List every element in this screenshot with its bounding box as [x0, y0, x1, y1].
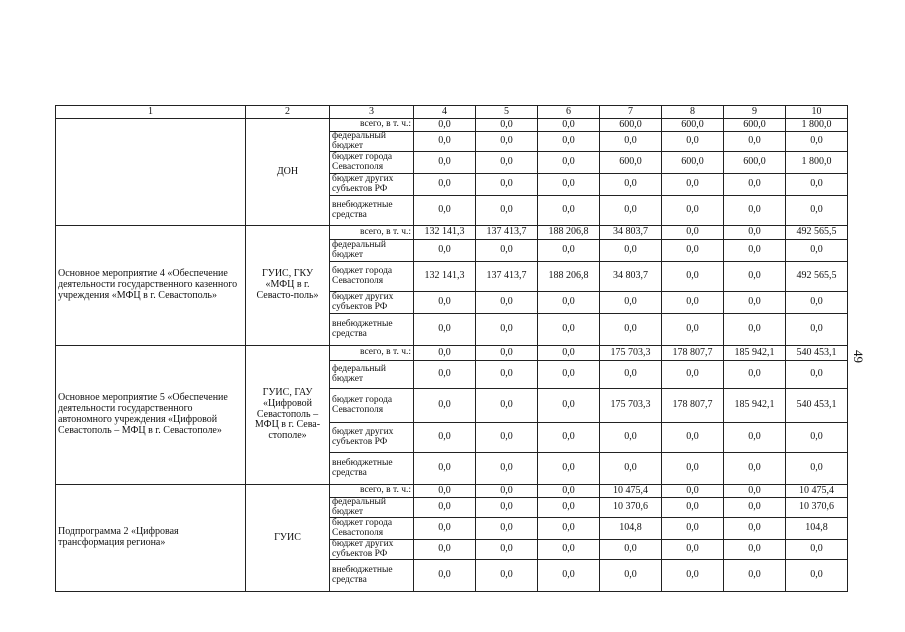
value-cell-col-6: 0,0 [538, 292, 600, 314]
table-row [56, 119, 848, 132]
value-cell-col-6: 0,0 [538, 132, 600, 152]
value-cell-col-4: 0,0 [414, 240, 476, 262]
funding-source-cell: бюджет города Севастополя [330, 518, 414, 540]
value-cell-col-4: 0,0 [414, 498, 476, 518]
value-cell-col-5: 0,0 [476, 453, 538, 485]
value-cell-col-4: 0,0 [414, 292, 476, 314]
value-cell-col-10: 492 565,5 [786, 226, 848, 240]
value-cell-col-7: 10 370,6 [600, 498, 662, 518]
funding-source-cell: внебюджетные средства [330, 453, 414, 485]
value-cell-col-7: 34 803,7 [600, 226, 662, 240]
value-cell-col-8: 600,0 [662, 119, 724, 132]
value-cell-col-7: 600,0 [600, 152, 662, 174]
value-cell-col-5: 0,0 [476, 498, 538, 518]
value-cell-col-8: 0,0 [662, 518, 724, 540]
value-cell-col-10: 10 370,6 [786, 498, 848, 518]
value-cell-col-10: 0,0 [786, 132, 848, 152]
value-cell-col-10: 10 475,4 [786, 485, 848, 498]
value-cell-col-6: 0,0 [538, 314, 600, 346]
value-cell-col-7: 104,8 [600, 518, 662, 540]
value-cell-col-9: 600,0 [724, 119, 786, 132]
value-cell-col-5: 137 413,7 [476, 226, 538, 240]
column-header-10: 10 [786, 106, 848, 119]
value-cell-col-6: 0,0 [538, 560, 600, 592]
value-cell-col-6: 0,0 [538, 540, 600, 560]
table-row [56, 485, 848, 498]
value-cell-col-4: 0,0 [414, 389, 476, 423]
funding-source-cell: бюджет других субъектов РФ [330, 174, 414, 196]
budget-table [55, 105, 848, 592]
value-cell-col-4: 0,0 [414, 361, 476, 389]
value-cell-col-7: 175 703,3 [600, 346, 662, 361]
value-cell-col-8: 0,0 [662, 453, 724, 485]
value-cell-col-4: 0,0 [414, 314, 476, 346]
value-cell-col-5: 0,0 [476, 361, 538, 389]
value-cell-col-10: 0,0 [786, 314, 848, 346]
value-cell-col-5: 0,0 [476, 119, 538, 132]
value-cell-col-5: 0,0 [476, 560, 538, 592]
value-cell-col-4: 132 141,3 [414, 226, 476, 240]
value-cell-col-8: 178 807,7 [662, 389, 724, 423]
value-cell-col-4: 0,0 [414, 540, 476, 560]
value-cell-col-10: 0,0 [786, 240, 848, 262]
value-cell-col-7: 10 475,4 [600, 485, 662, 498]
value-cell-col-5: 0,0 [476, 174, 538, 196]
table-header [56, 106, 848, 119]
value-cell-col-9: 185 942,1 [724, 346, 786, 361]
value-cell-col-8: 0,0 [662, 498, 724, 518]
funding-source-cell: бюджет других субъектов РФ [330, 292, 414, 314]
funding-source-cell: федеральный бюджет [330, 132, 414, 152]
value-cell-col-8: 0,0 [662, 292, 724, 314]
page-number: 49 [851, 350, 866, 363]
value-cell-col-7: 600,0 [600, 119, 662, 132]
value-cell-col-5: 0,0 [476, 314, 538, 346]
value-cell-col-9: 0,0 [724, 423, 786, 453]
column-header-3: 3 [330, 106, 414, 119]
value-cell-col-9: 0,0 [724, 361, 786, 389]
value-cell-col-4: 132 141,3 [414, 262, 476, 292]
value-cell-col-7: 0,0 [600, 292, 662, 314]
event-name-cell: Основное мероприятие 4 «Обеспечение деятельности государственного казенного учреждения «МФЦ в г. Севастополь» [56, 226, 246, 346]
value-cell-col-8: 0,0 [662, 262, 724, 292]
value-cell-col-6: 0,0 [538, 453, 600, 485]
value-cell-col-10: 0,0 [786, 560, 848, 592]
value-cell-col-9: 0,0 [724, 518, 786, 540]
executor-cell: ГУИС, ГАУ «Цифровой Севастополь – МФЦ в г. Сева-стополе» [246, 346, 330, 485]
value-cell-col-5: 0,0 [476, 152, 538, 174]
value-cell-col-6: 0,0 [538, 346, 600, 361]
value-cell-col-10: 540 453,1 [786, 389, 848, 423]
value-cell-col-9: 0,0 [724, 453, 786, 485]
value-cell-col-7: 0,0 [600, 240, 662, 262]
value-cell-col-10: 0,0 [786, 540, 848, 560]
event-name-cell: Подпрограмма 2 «Цифровая трансформация региона» [56, 485, 246, 592]
value-cell-col-9: 0,0 [724, 240, 786, 262]
value-cell-col-10: 540 453,1 [786, 346, 848, 361]
value-cell-col-4: 0,0 [414, 560, 476, 592]
value-cell-col-6: 188 206,8 [538, 262, 600, 292]
value-cell-col-8: 0,0 [662, 423, 724, 453]
value-cell-col-6: 0,0 [538, 498, 600, 518]
value-cell-col-9: 0,0 [724, 292, 786, 314]
value-cell-col-5: 0,0 [476, 485, 538, 498]
value-cell-col-4: 0,0 [414, 423, 476, 453]
column-header-9: 9 [724, 106, 786, 119]
value-cell-col-6: 188 206,8 [538, 226, 600, 240]
value-cell-col-7: 0,0 [600, 453, 662, 485]
executor-cell: ДОН [246, 119, 330, 226]
value-cell-col-10: 0,0 [786, 174, 848, 196]
funding-source-cell: бюджет других субъектов РФ [330, 423, 414, 453]
value-cell-col-10: 0,0 [786, 196, 848, 226]
value-cell-col-6: 0,0 [538, 152, 600, 174]
value-cell-col-4: 0,0 [414, 485, 476, 498]
value-cell-col-6: 0,0 [538, 174, 600, 196]
value-cell-col-10: 0,0 [786, 423, 848, 453]
value-cell-col-6: 0,0 [538, 119, 600, 132]
value-cell-col-4: 0,0 [414, 196, 476, 226]
event-name-cell: Основное мероприятие 5 «Обеспечение деятельности государственного автономного учреждения «Цифровой Севастополь – МФЦ в г. Севастополе» [56, 346, 246, 485]
value-cell-col-9: 0,0 [724, 560, 786, 592]
value-cell-col-7: 0,0 [600, 314, 662, 346]
funding-source-cell: федеральный бюджет [330, 498, 414, 518]
table-row [56, 226, 848, 240]
value-cell-col-8: 0,0 [662, 560, 724, 592]
value-cell-col-7: 0,0 [600, 196, 662, 226]
value-cell-col-5: 0,0 [476, 518, 538, 540]
value-cell-col-6: 0,0 [538, 389, 600, 423]
value-cell-col-9: 0,0 [724, 314, 786, 346]
value-cell-col-8: 0,0 [662, 174, 724, 196]
value-cell-col-6: 0,0 [538, 485, 600, 498]
value-cell-col-9: 0,0 [724, 540, 786, 560]
value-cell-col-6: 0,0 [538, 196, 600, 226]
value-cell-col-8: 0,0 [662, 361, 724, 389]
executor-cell: ГУИС [246, 485, 330, 592]
funding-source-cell: всего, в т. ч.: [330, 119, 414, 132]
value-cell-col-4: 0,0 [414, 132, 476, 152]
value-cell-col-7: 175 703,3 [600, 389, 662, 423]
funding-source-cell: всего, в т. ч.: [330, 226, 414, 240]
value-cell-col-10: 0,0 [786, 453, 848, 485]
value-cell-col-6: 0,0 [538, 518, 600, 540]
value-cell-col-8: 178 807,7 [662, 346, 724, 361]
value-cell-col-5: 0,0 [476, 346, 538, 361]
funding-source-cell: внебюджетные средства [330, 196, 414, 226]
column-header-7: 7 [600, 106, 662, 119]
value-cell-col-4: 0,0 [414, 119, 476, 132]
value-cell-col-8: 0,0 [662, 226, 724, 240]
funding-source-cell: бюджет города Севастополя [330, 152, 414, 174]
value-cell-col-8: 0,0 [662, 540, 724, 560]
value-cell-col-9: 0,0 [724, 262, 786, 292]
value-cell-col-4: 0,0 [414, 518, 476, 540]
value-cell-col-9: 185 942,1 [724, 389, 786, 423]
value-cell-col-9: 0,0 [724, 485, 786, 498]
value-cell-col-5: 0,0 [476, 540, 538, 560]
value-cell-col-10: 104,8 [786, 518, 848, 540]
funding-source-cell: бюджет города Севастополя [330, 389, 414, 423]
funding-source-cell: всего, в т. ч.: [330, 485, 414, 498]
value-cell-col-10: 492 565,5 [786, 262, 848, 292]
table-row [56, 346, 848, 361]
value-cell-col-10: 0,0 [786, 361, 848, 389]
value-cell-col-4: 0,0 [414, 346, 476, 361]
value-cell-col-9: 0,0 [724, 498, 786, 518]
value-cell-col-7: 34 803,7 [600, 262, 662, 292]
value-cell-col-10: 0,0 [786, 292, 848, 314]
value-cell-col-9: 600,0 [724, 152, 786, 174]
column-header-1: 1 [56, 106, 246, 119]
value-cell-col-7: 0,0 [600, 423, 662, 453]
funding-source-cell: бюджет города Севастополя [330, 262, 414, 292]
value-cell-col-6: 0,0 [538, 361, 600, 389]
value-cell-col-5: 0,0 [476, 292, 538, 314]
value-cell-col-8: 600,0 [662, 152, 724, 174]
value-cell-col-10: 1 800,0 [786, 119, 848, 132]
value-cell-col-4: 0,0 [414, 453, 476, 485]
executor-cell: ГУИС, ГКУ «МФЦ в г. Севасто-поль» [246, 226, 330, 346]
value-cell-col-5: 0,0 [476, 240, 538, 262]
value-cell-col-7: 0,0 [600, 132, 662, 152]
value-cell-col-4: 0,0 [414, 174, 476, 196]
value-cell-col-8: 0,0 [662, 132, 724, 152]
value-cell-col-9: 0,0 [724, 132, 786, 152]
value-cell-col-7: 0,0 [600, 560, 662, 592]
value-cell-col-10: 1 800,0 [786, 152, 848, 174]
value-cell-col-6: 0,0 [538, 240, 600, 262]
value-cell-col-9: 0,0 [724, 174, 786, 196]
value-cell-col-5: 0,0 [476, 423, 538, 453]
funding-source-cell: всего, в т. ч.: [330, 346, 414, 361]
value-cell-col-6: 0,0 [538, 423, 600, 453]
value-cell-col-9: 0,0 [724, 196, 786, 226]
column-header-8: 8 [662, 106, 724, 119]
table-body [56, 119, 848, 592]
column-header-4: 4 [414, 106, 476, 119]
column-header-2: 2 [246, 106, 330, 119]
value-cell-col-7: 0,0 [600, 361, 662, 389]
value-cell-col-8: 0,0 [662, 196, 724, 226]
funding-source-cell: бюджет других субъектов РФ [330, 540, 414, 560]
column-number-row [56, 106, 848, 119]
value-cell-col-5: 137 413,7 [476, 262, 538, 292]
value-cell-col-5: 0,0 [476, 132, 538, 152]
value-cell-col-9: 0,0 [724, 226, 786, 240]
funding-source-cell: внебюджетные средства [330, 314, 414, 346]
value-cell-col-5: 0,0 [476, 389, 538, 423]
column-header-6: 6 [538, 106, 600, 119]
column-header-5: 5 [476, 106, 538, 119]
value-cell-col-4: 0,0 [414, 152, 476, 174]
funding-source-cell: федеральный бюджет [330, 240, 414, 262]
value-cell-col-8: 0,0 [662, 240, 724, 262]
funding-source-cell: федеральный бюджет [330, 361, 414, 389]
event-name-cell [56, 119, 246, 226]
value-cell-col-8: 0,0 [662, 485, 724, 498]
value-cell-col-7: 0,0 [600, 540, 662, 560]
value-cell-col-8: 0,0 [662, 314, 724, 346]
funding-source-cell: внебюджетные средства [330, 560, 414, 592]
value-cell-col-7: 0,0 [600, 174, 662, 196]
value-cell-col-5: 0,0 [476, 196, 538, 226]
